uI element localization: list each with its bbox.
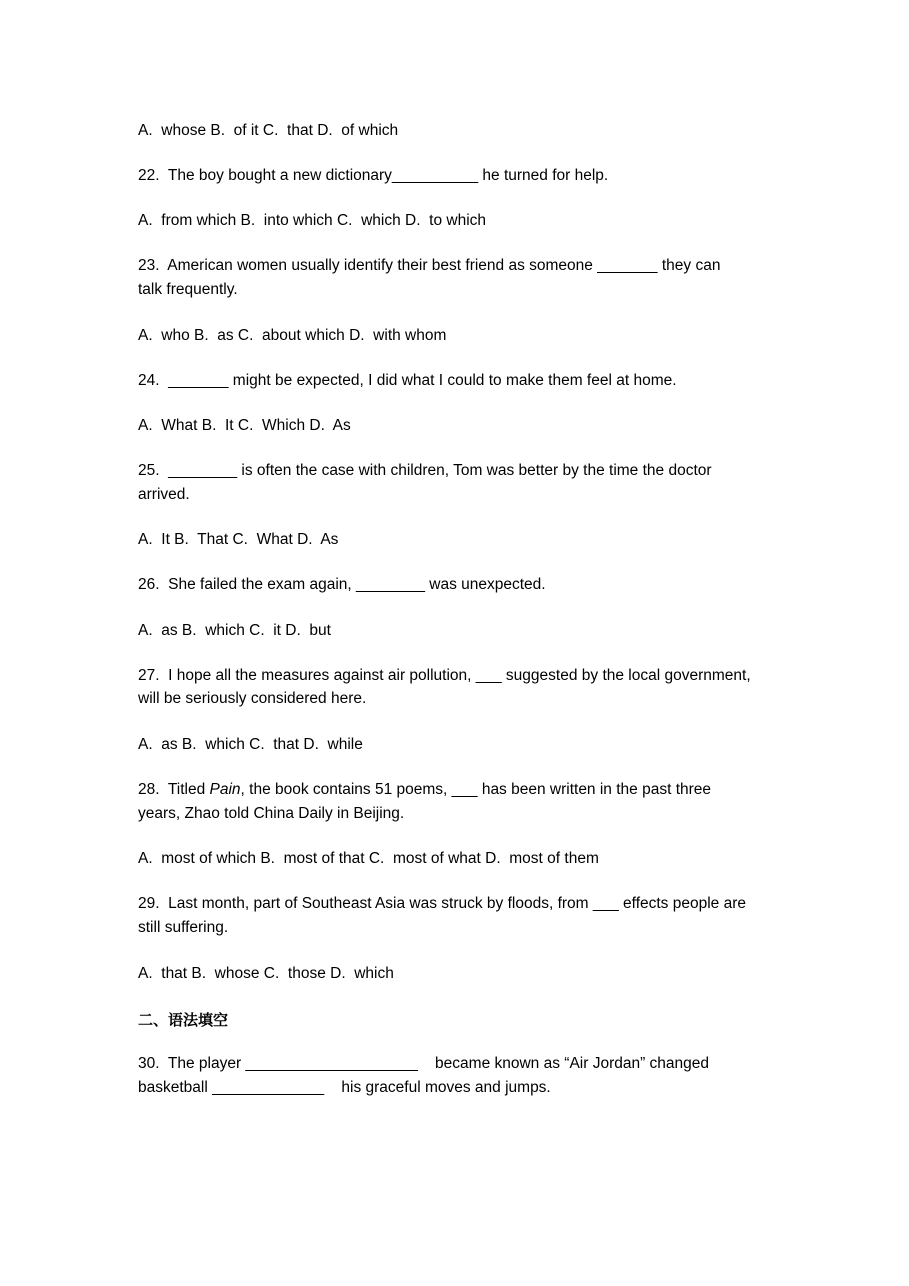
q22-question: 22. The boy bought a new dictionary__________ he turned for help.	[138, 167, 609, 184]
q28-question-line1	[138, 778, 778, 802]
q24-options: A. What B. It C. Which D. As	[138, 417, 351, 434]
q27-question-line2: will be seriously considered here.	[138, 690, 367, 707]
q25-question-line1: 25. ________ is often the case with children, Tom was better by the time the doctor	[138, 462, 712, 479]
q28-question-line2: years, Zhao told China Daily in Beijing.	[138, 805, 405, 822]
q30-question-line1: 30. The player ____________________ became known as “Air Jordan” changed	[138, 1055, 710, 1072]
q28-text-start: 28. Titled	[138, 781, 210, 798]
q26-question: 26. She failed the exam again, ________ was unexpected.	[138, 576, 546, 593]
q23-options: A. who B. as C. about which D. with whom	[138, 327, 447, 344]
q28-text-end: , the book contains 51 poems, ___ has been written in the past three	[240, 781, 712, 798]
q27-options: A. as B. which C. that D. while	[138, 736, 363, 753]
q29-options: A. that B. whose C. those D. which	[138, 965, 394, 982]
q23-question-line1: 23. American women usually identify their best friend as someone _______ they can	[138, 257, 721, 274]
q29-question-line1: 29. Last month, part of Southeast Asia was struck by floods, from ___ effects people are	[138, 895, 746, 912]
q23-question-line2: talk frequently.	[138, 281, 238, 298]
q27-question-line1: 27. I hope all the measures against air pollution, ___ suggested by the local government,	[138, 667, 751, 684]
section-heading: 二、语法填空	[138, 1011, 229, 1029]
q28-options: A. most of which B. most of that C. most of what D. most of them	[138, 850, 599, 867]
q26-options: A. as B. which C. it D. but	[138, 622, 331, 639]
q25-question-line2: arrived.	[138, 486, 190, 503]
q30-question-line2: basketball _____________ his graceful moves and jumps.	[138, 1079, 551, 1096]
q29-question-line2: still suffering.	[138, 919, 229, 936]
q24-question: 24. _______ might be expected, I did what I could to make them feel at home.	[138, 372, 677, 389]
q28-book-title: Pain	[209, 781, 241, 798]
q25-options: A. It B. That C. What D. As	[138, 531, 339, 548]
q21-options: A. whose B. of it C. that D. of which	[138, 122, 399, 139]
q22-options: A. from which B. into which C. which D. to which	[138, 212, 487, 229]
